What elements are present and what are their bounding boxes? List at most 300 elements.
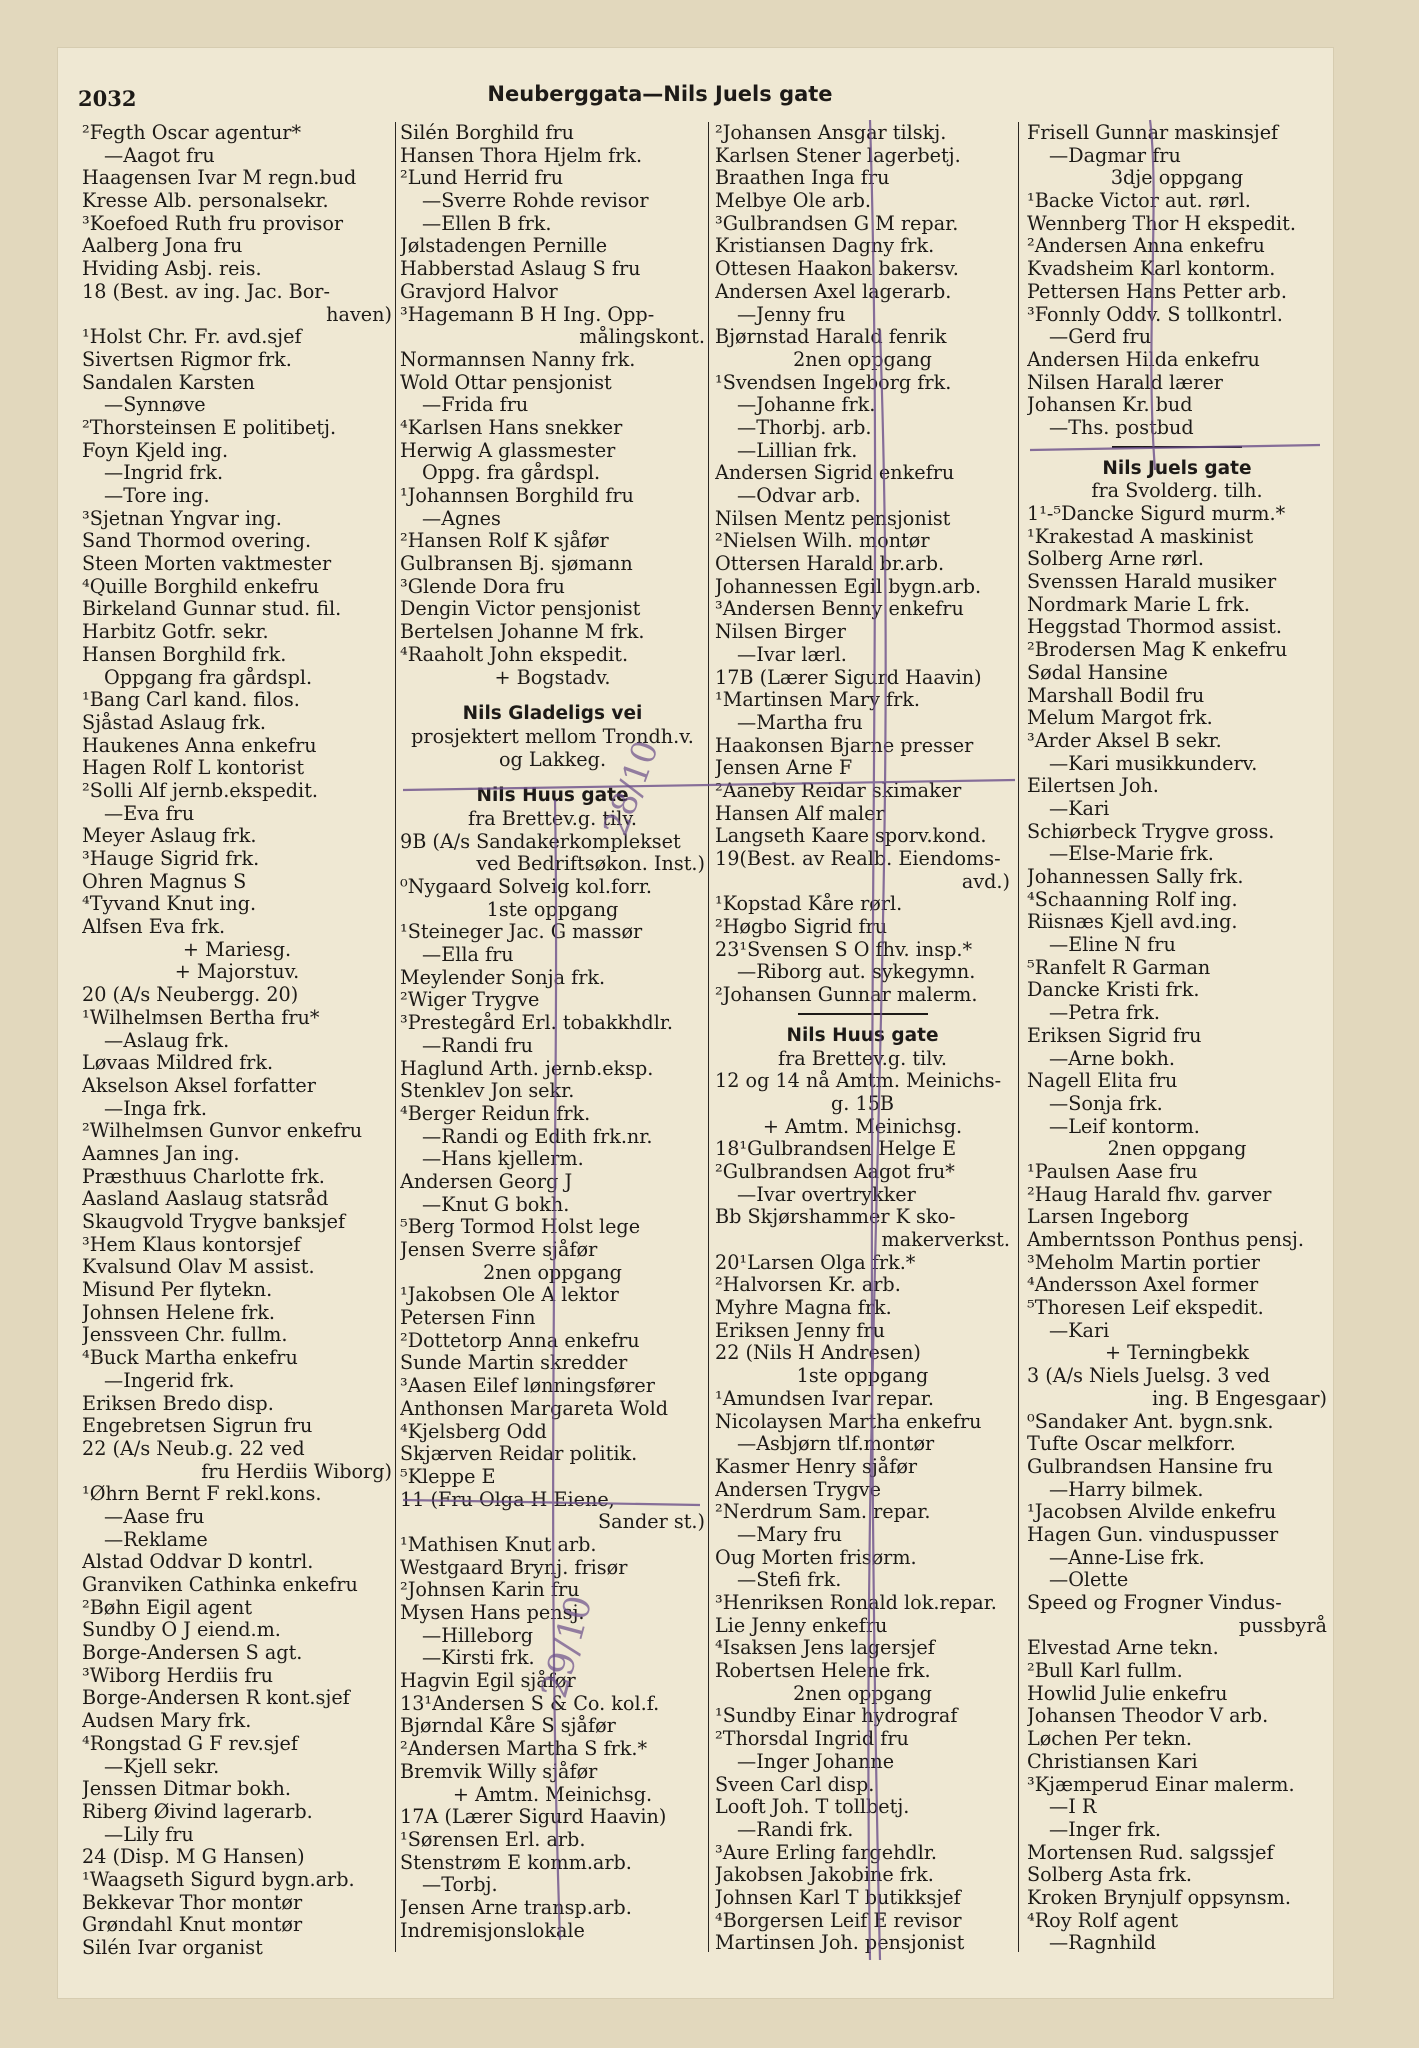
directory-entry: Elvestad Arne tekn. xyxy=(1027,1637,1219,1660)
directory-entry: Haagensen Ivar M regn.bud xyxy=(82,167,357,190)
page-number: 2032 xyxy=(78,86,137,111)
directory-entry: Sjåstad Aslaug frk. xyxy=(82,711,266,734)
directory-entry: Andersen Hilda enkefru xyxy=(1027,348,1260,371)
directory-entry: ²Bull Karl fullm. xyxy=(1027,1660,1183,1683)
directory-entry: Karlsen Stener lagerbetj. xyxy=(715,144,961,167)
directory-entry: —Inger frk. xyxy=(1049,1818,1162,1841)
directory-entry: ²Lund Herrid fru xyxy=(400,167,564,190)
directory-entry: ved Bedriftsøkon. Inst.) xyxy=(476,853,705,876)
directory-entry: —Aslaug frk. xyxy=(104,1029,230,1052)
directory-entry: Kasmer Henry sjåfør xyxy=(715,1455,918,1478)
directory-entry: Braathen Inga fru xyxy=(715,167,890,190)
directory-entry: —Ingrid frk. xyxy=(104,462,224,485)
directory-entry: —Ingerid frk. xyxy=(104,1369,235,1392)
directory-entry: ¹Wilhelmsen Bertha fru* xyxy=(82,1006,320,1029)
directory-entry: ³Kjæmperud Einar malerm. xyxy=(1027,1773,1295,1796)
directory-entry: Engebretsen Sigrun fru xyxy=(82,1415,313,1438)
directory-entry: —Hans kjellerm. xyxy=(422,1148,584,1171)
directory-entry: Hagvin Egil sjåfør xyxy=(400,1670,576,1693)
directory-entry: —Ivar lærl. xyxy=(737,643,847,666)
directory-entry: ¹Waagseth Sigurd bygn.arb. xyxy=(82,1868,355,1891)
directory-entry: Steen Morten vaktmester xyxy=(82,553,332,576)
directory-entry: Langseth Kaare sporv.kond. xyxy=(715,825,987,848)
directory-entry: Gulbransen Bj. sjømann xyxy=(400,553,633,576)
directory-entry: 9B (A/s Sandakerkomplekset xyxy=(400,830,681,853)
directory-entry: Granviken Cathinka enkefru xyxy=(82,1574,358,1596)
column-1 xyxy=(82,122,392,1960)
directory-entry: ¹Øhrn Bernt F rekl.kons. xyxy=(82,1483,322,1506)
directory-entry: ²Bøhn Eigil agent xyxy=(82,1596,253,1619)
directory-entry: Andersen Axel lagerarb. xyxy=(715,280,952,303)
directory-entry: ¹Holst Chr. Fr. avd.sjef xyxy=(82,326,302,349)
page-title: Neuberggata—Nils Juels gate xyxy=(487,82,833,106)
directory-entry: fra Svolderg. tilh. xyxy=(1091,480,1263,503)
directory-entry: pussbyrå xyxy=(1238,1614,1327,1637)
directory-entry: Solberg Asta frk. xyxy=(1027,1864,1192,1887)
directory-entry: ¹Jacobsen Alvilde enkefru xyxy=(1027,1501,1277,1524)
directory-entry: Eriksen Jenny fru xyxy=(715,1319,885,1342)
directory-entry: Foyn Kjeld ing. xyxy=(82,439,229,462)
directory-entry: Nicolaysen Martha enkefru xyxy=(715,1410,982,1433)
directory-entry: Oppg. fra gårdspl. xyxy=(422,462,601,485)
directory-entry: ⁴Isaksen Jens lagersjef xyxy=(715,1637,935,1660)
directory-entry: avd.) xyxy=(961,870,1010,893)
handwritten-date-2: 29/10 xyxy=(534,1591,601,1703)
directory-entry: Oug Morten frisørm. xyxy=(715,1546,917,1569)
directory-entry: —Riborg aut. sykegymn. xyxy=(737,961,976,984)
directory-entry: Hansen Thora Hjelm frk. xyxy=(400,144,643,167)
directory-entry: —Synnøve xyxy=(104,394,206,417)
directory-entry: ¹Krakestad A maskinist xyxy=(1027,525,1254,548)
directory-entry: —Else-Marie frk. xyxy=(1049,843,1214,866)
directory-entry: Sunde Martin skredder xyxy=(400,1352,628,1375)
directory-entry: Kristiansen Dagny frk. xyxy=(715,235,935,258)
directory-entry: ²Wilhelmsen Gunvor enkefru xyxy=(82,1120,363,1143)
directory-entry: ³Hauge Sigrid frk. xyxy=(82,848,260,870)
directory-entry: —Kari musikkunderv. xyxy=(1049,752,1258,775)
directory-entry: Skjærven Reidar politik. xyxy=(400,1443,638,1466)
directory-entry: Jenssveen Chr. fullm. xyxy=(82,1324,288,1347)
directory-entry: —Inger Johanne xyxy=(737,1750,895,1773)
directory-entry: —Aase fru xyxy=(104,1505,205,1528)
directory-entry: Sander st.) xyxy=(598,1511,705,1534)
directory-entry: —Olette xyxy=(1049,1569,1129,1592)
directory-entry: ⁵Kleppe E xyxy=(400,1465,496,1488)
directory-entry: 19(Best. av Realb. Eiendoms- xyxy=(715,848,1001,870)
directory-entry: —Inga frk. xyxy=(104,1097,207,1120)
directory-entry: Meyer Aslaug frk. xyxy=(82,825,257,848)
street-heading: Nils Gladeligs vei xyxy=(462,703,643,725)
directory-entry: Svenssen Harald musiker xyxy=(1027,571,1277,594)
directory-entry: ³Wiborg Herdiis fru xyxy=(82,1664,273,1687)
directory-entry: Bremvik Willy sjåfør xyxy=(400,1760,598,1783)
directory-entry: Alstad Oddvar D kontrl. xyxy=(82,1551,314,1574)
directory-entry: 20¹Larsen Olga frk.* xyxy=(715,1251,916,1274)
directory-entry: —Tore ing. xyxy=(104,485,210,507)
directory-entry: og Lakkeg. xyxy=(498,748,607,771)
directory-entry: 3 (A/s Niels Juelsg. 3 ved xyxy=(1027,1365,1271,1388)
directory-entry: 17B (Lærer Sigurd Haavin) xyxy=(715,666,982,689)
handwritten-date-1: 28/10 xyxy=(595,735,667,842)
directory-entry: ²Johansen Ansgar tilskj. xyxy=(715,122,947,144)
directory-entry: —Torbj. xyxy=(422,1874,498,1897)
directory-entry: Petersen Finn xyxy=(400,1307,536,1330)
directory-entry: ²Nerdrum Sam. repar. xyxy=(715,1501,931,1524)
directory-entry: Westgaard Brynj. frisør xyxy=(400,1556,628,1579)
directory-entry: målingskont. xyxy=(579,326,705,349)
directory-entry: 13¹Andersen S & Co. kol.f. xyxy=(400,1692,660,1715)
directory-entry: Jakobsen Jakobine frk. xyxy=(715,1864,934,1887)
directory-entry: Præsthuus Charlotte frk. xyxy=(82,1165,325,1188)
directory-entry: ²Solli Alf jernb.ekspedit. xyxy=(82,779,319,802)
spacer xyxy=(400,689,705,703)
directory-entry: Nordmark Marie L frk. xyxy=(1027,593,1251,616)
directory-entry: Amberntsson Ponthus pensj. xyxy=(1027,1229,1304,1251)
directory-entry: —Sonja frk. xyxy=(1049,1092,1163,1115)
directory-entry: prosjektert mellom Trondh.v. xyxy=(411,725,694,748)
directory-entry: ¹Amundsen Ivar repar. xyxy=(715,1387,934,1410)
directory-entry: —Randi frk. xyxy=(737,1818,854,1841)
column-4 xyxy=(1027,122,1327,1955)
directory-entry: ⁴Karlsen Hans snekker xyxy=(400,416,623,439)
directory-entry: fra Brettev.g. tilv. xyxy=(467,807,637,830)
directory-entry: Jølstadengen Pernille xyxy=(400,235,608,258)
directory-entry: —Aagot fru xyxy=(104,144,215,167)
directory-entry: —Ths. postbud xyxy=(1049,416,1194,439)
directory-entry: ⁰Nygaard Solveig kol.forr. xyxy=(400,876,652,898)
directory-entry: Anthonsen Margareta Wold xyxy=(400,1397,668,1420)
column-2 xyxy=(400,122,705,1942)
directory-entry: Nilsen Birger xyxy=(715,621,846,644)
directory-entry: Alfsen Eva frk. xyxy=(82,916,226,939)
directory-entry: —Odvar arb. xyxy=(737,485,861,507)
directory-entry: —Harry bilmek. xyxy=(1049,1478,1204,1501)
directory-entry: Silén Borghild fru xyxy=(400,122,574,144)
directory-entry: Jensen Sverre sjåfør xyxy=(400,1239,598,1261)
directory-entry: + Bogstadv. xyxy=(494,666,611,689)
directory-entry: Johannessen Sally frk. xyxy=(1027,866,1244,888)
directory-entry: Audsen Mary frk. xyxy=(82,1710,252,1733)
directory-entry: —Sverre Rohde revisor xyxy=(422,190,649,213)
directory-entry: Wold Ottar pensjonist xyxy=(400,371,612,394)
directory-entry: —Gerd fru xyxy=(1049,326,1152,349)
directory-entry: Oppgang fra gårdspl. xyxy=(104,666,313,689)
directory-entry: ¹Paulsen Aase fru xyxy=(1027,1160,1198,1183)
directory-entry: Solberg Arne rørl. xyxy=(1027,548,1204,571)
directory-entry: Bjørnstad Harald fenrik xyxy=(715,326,947,349)
directory-entry: 1ste oppgang xyxy=(796,1365,929,1388)
directory-entry: Sveen Carl disp. xyxy=(715,1773,875,1796)
directory-entry: —Ella fru xyxy=(422,944,514,967)
directory-entry: ⁴Roy Rolf agent xyxy=(1027,1909,1179,1932)
directory-entry: 18 (Best. av ing. Jac. Bor- xyxy=(82,280,330,303)
directory-entry: ¹Svendsen Ingeborg frk. xyxy=(715,371,952,394)
directory-entry: 1¹-⁵Dancke Sigurd murm.* xyxy=(1027,503,1286,525)
directory-entry: ²Wiger Trygve xyxy=(400,989,540,1012)
directory-entry: Andersen Trygve xyxy=(715,1478,881,1501)
directory-entry: —Ragnhild xyxy=(1049,1932,1157,1955)
directory-entry: ³Glende Dora fru xyxy=(400,575,565,598)
directory-entry: Riberg Øivind lagerarb. xyxy=(82,1800,313,1823)
directory-entry: ³Prestegård Erl. tobakkhdlr. xyxy=(400,1012,674,1035)
directory-entry: Akselson Aksel forfatter xyxy=(82,1074,316,1097)
directory-entry: Johansen Kr. bud xyxy=(1027,394,1193,417)
directory-entry: Lie Jenny enkefru xyxy=(715,1614,888,1637)
directory-entry: ¹Sørensen Erl. arb. xyxy=(400,1828,586,1851)
directory-entry: Tufte Oscar melkforr. xyxy=(1027,1433,1236,1456)
directory-entry: + Mariesg. xyxy=(182,938,292,961)
directory-entry: Martinsen Joh. pensjonist xyxy=(715,1932,965,1955)
directory-entry: 18¹Gulbrandsen Helge E xyxy=(715,1138,957,1161)
directory-entry: Johnsen Helene frk. xyxy=(82,1301,276,1324)
section-rule xyxy=(798,1013,928,1017)
directory-entry: Larsen Ingeborg xyxy=(1027,1206,1189,1229)
directory-entry: Robertsen Helene frk. xyxy=(715,1660,931,1683)
directory-entry: ¹Johannsen Borghild fru xyxy=(400,485,634,507)
directory-entry: Habberstad Aslaug S fru xyxy=(400,258,641,281)
directory-entry: 22 (Nils H Andresen) xyxy=(715,1342,921,1365)
directory-entry: 11 (Fru Olga H Eiene, xyxy=(400,1488,615,1511)
directory-entry: Dengin Victor pensjonist xyxy=(400,598,641,621)
column-divider xyxy=(395,122,396,1952)
directory-entry: 2nen oppgang xyxy=(1107,1138,1247,1161)
section-rule xyxy=(1112,446,1242,450)
directory-entry: Sundby O J eiend.m. xyxy=(82,1619,281,1642)
directory-entry: haven) xyxy=(326,303,392,326)
directory-entry: Christiansen Kari xyxy=(1027,1750,1198,1773)
directory-entry: ¹Martinsen Mary frk. xyxy=(715,689,921,712)
directory-entry: —Kari xyxy=(1049,1319,1110,1342)
directory-entry: Borge-Andersen R kont.sjef xyxy=(82,1687,350,1710)
directory-entry: ⁴Andersson Axel former xyxy=(1027,1274,1259,1297)
directory-entry: ²Høgbo Sigrid fru xyxy=(715,916,888,939)
directory-entry: ⁴Schaanning Rolf ing. xyxy=(1027,888,1238,911)
directory-entry: 20 (A/s Neubergg. 20) xyxy=(82,984,299,1007)
directory-entry: ing. B Engesgaar) xyxy=(1152,1387,1327,1410)
column-divider xyxy=(708,122,709,1952)
directory-entry: Melbye Ole arb. xyxy=(715,190,872,213)
directory-entry: —Stefi frk. xyxy=(737,1569,842,1592)
directory-entry: ¹Steineger Jac. G massør xyxy=(400,921,643,944)
directory-entry: Looft Joh. T tollbetj. xyxy=(715,1796,910,1819)
directory-entry: Løchen Per tekn. xyxy=(1027,1728,1193,1751)
directory-entry: Nagell Elita fru xyxy=(1027,1070,1178,1093)
directory-entry: Heggstad Thormod assist. xyxy=(1027,616,1282,639)
directory-entry: —Randi fru xyxy=(422,1034,534,1057)
directory-entry: 24 (Disp. M G Hansen) xyxy=(82,1846,305,1869)
directory-entry: —Hilleborg xyxy=(422,1624,533,1647)
directory-entry: Sødal Hansine xyxy=(1027,661,1168,684)
directory-entry: 2nen oppgang xyxy=(793,1682,932,1705)
directory-entry: Aalberg Jona fru xyxy=(82,235,243,258)
directory-entry: ⁵Berg Tormod Holst lege xyxy=(400,1216,641,1239)
directory-entry: ⁵Thoresen Leif ekspedit. xyxy=(1027,1297,1264,1320)
directory-entry: —Martha fru xyxy=(737,711,863,734)
directory-entry: Johnsen Karl T butikksjef xyxy=(715,1886,961,1909)
directory-entry: ²Andersen Martha S frk.* xyxy=(400,1738,648,1761)
directory-entry: Speed og Frogner Vindus- xyxy=(1027,1592,1282,1614)
directory-entry: ⁴Borgersen Leif E revisor xyxy=(715,1909,962,1932)
directory-entry: Jenssen Ditmar bokh. xyxy=(82,1778,291,1801)
directory-entry: Haukenes Anna enkefru xyxy=(82,734,317,757)
directory-entry: Nilsen Mentz pensjonist xyxy=(715,507,951,530)
directory-entry: Gravjord Halvor xyxy=(400,280,558,303)
directory-entry: Johansen Theodor V arb. xyxy=(1027,1705,1269,1728)
directory-entry: 3dje oppgang xyxy=(1110,167,1244,190)
directory-entry: ³Gulbrandsen G M repar. xyxy=(715,212,959,235)
directory-entry: Jensen Arne F xyxy=(715,757,853,780)
directory-entry: Birkeland Gunnar stud. fil. xyxy=(82,598,342,621)
directory-entry: ²Nielsen Wilh. montør xyxy=(715,530,930,553)
directory-entry: ³Arder Aksel B sekr. xyxy=(1027,729,1222,752)
directory-entry: 2nen oppgang xyxy=(483,1261,622,1284)
directory-entry: —Kari xyxy=(1049,797,1110,820)
directory-entry: ¹Backe Victor aut. rørl. xyxy=(1027,190,1251,213)
directory-entry: Mortensen Rud. salgssjef xyxy=(1027,1841,1274,1864)
directory-entry: —Jenny fru xyxy=(737,303,846,326)
directory-entry: ⁴Quille Borghild enkefru xyxy=(82,575,320,598)
directory-entry: ¹Kopstad Kåre rørl. xyxy=(715,893,903,916)
directory-entry: —Knut G bokh. xyxy=(422,1193,570,1216)
directory-entry: + Terningbekk xyxy=(1104,1342,1250,1365)
directory-entry: Eilertsen Joh. xyxy=(1027,775,1159,798)
directory-entry: Herwig A glassmester xyxy=(400,439,616,462)
directory-entry: ³Sjetnan Yngvar ing. xyxy=(82,507,282,530)
directory-entry: fra Brettev.g. tilv. xyxy=(777,1047,947,1070)
directory-entry: Mysen Hans pensj. xyxy=(400,1602,585,1624)
directory-entry: Misund Per flytekn. xyxy=(82,1279,273,1302)
directory-entry: ⁵Ranfelt R Garman xyxy=(1027,956,1211,979)
directory-entry: —Kirsti frk. xyxy=(422,1647,535,1670)
directory-entry: Indremisjonslokale xyxy=(400,1919,585,1942)
directory-entry: —Mary fru xyxy=(737,1523,843,1546)
directory-entry: ²Dottetorp Anna enkefru xyxy=(400,1329,640,1352)
directory-entry: ²Gulbrandsen Aagot fru* xyxy=(715,1160,955,1183)
directory-entry: —Thorbj. arb. xyxy=(737,416,872,439)
directory-entry: —Eline N fru xyxy=(1049,934,1176,957)
directory-entry: Kresse Alb. personalsekr. xyxy=(82,190,329,213)
directory-entry: Marshall Bodil fru xyxy=(1027,684,1205,707)
directory-entry: g. 15B xyxy=(831,1092,894,1115)
directory-entry: Hansen Alf maler xyxy=(715,802,885,825)
directory-entry: Sivertsen Rigmor frk. xyxy=(82,348,292,371)
directory-entry: Stenklev Jon sekr. xyxy=(400,1080,575,1103)
directory-entry: ⁴Rongstad G F rev.sjef xyxy=(82,1732,298,1755)
directory-entry: —Asbjørn tlf.montør xyxy=(737,1433,935,1456)
directory-entry: ³Hem Klaus kontorsjef xyxy=(82,1233,301,1256)
spacer xyxy=(400,771,705,785)
directory-entry: ³Andersen Benny enkefru xyxy=(715,598,964,621)
directory-entry: —Kjell sekr. xyxy=(104,1755,220,1778)
directory-entry: Pettersen Hans Petter arb. xyxy=(1027,280,1287,303)
directory-entry: Løvaas Mildred frk. xyxy=(82,1052,274,1075)
directory-entry: Aasland Aaslaug statsråd xyxy=(82,1188,329,1211)
directory-entry: ⁴Tyvand Knut ing. xyxy=(82,893,257,916)
directory-entry: Kvadsheim Karl kontorm. xyxy=(1027,258,1276,281)
directory-entry: + Amtm. Meinichsg. xyxy=(762,1115,963,1138)
directory-entry: ²Hansen Rolf K sjåfør xyxy=(400,530,609,553)
directory-entry: —Reklame xyxy=(104,1528,208,1551)
directory-entry: —Petra frk. xyxy=(1049,1002,1161,1025)
directory-entry: ¹Jakobsen Ole A lektor xyxy=(400,1284,619,1307)
street-heading: Nils Juels gate xyxy=(1102,457,1252,479)
directory-entry: Silén Ivar organist xyxy=(82,1937,263,1959)
directory-entry: Gulbrandsen Hansine fru xyxy=(1027,1455,1273,1478)
directory-entry: Skaugvold Trygve banksjef xyxy=(82,1211,346,1233)
directory-entry: —Anne-Lise frk. xyxy=(1049,1546,1205,1569)
directory-entry: ²Johnsen Karin fru xyxy=(400,1579,580,1602)
directory-entry: —Johanne frk. xyxy=(737,394,876,417)
street-heading: Nils Huus gate xyxy=(476,785,629,807)
directory-entry: 2nen oppgang xyxy=(793,348,932,371)
directory-entry: ³Meholm Martin portier xyxy=(1027,1251,1260,1274)
directory-entry: ²Johansen Gunnar malerm. xyxy=(715,984,978,1007)
directory-entry: 23¹Svensen S O fhv. insp.* xyxy=(715,938,973,961)
directory-entry: Bb Skjørshammer K sko- xyxy=(715,1206,956,1229)
directory-entry: ²Aaneby Reidar skimaker xyxy=(715,779,962,802)
directory-entry: Bertelsen Johanne M frk. xyxy=(400,621,645,644)
directory-entry: Hagen Rolf L kontorist xyxy=(82,757,305,780)
directory-entry: 22 (A/s Neub.g. 22 ved xyxy=(82,1437,305,1460)
directory-entry: Andersen Georg J xyxy=(400,1170,573,1193)
directory-entry: Harbitz Gotfr. sekr. xyxy=(82,621,269,644)
directory-entry: Normannsen Nanny frk. xyxy=(400,348,636,371)
directory-entry: 17A (Lærer Sigurd Haavin) xyxy=(400,1806,667,1829)
directory-entry: —Eva fru xyxy=(104,802,195,825)
directory-entry: ³Aasen Eilef lønningsfører xyxy=(400,1375,655,1398)
directory-entry: makerverkst. xyxy=(881,1229,1010,1251)
directory-entry: ²Andersen Anna enkefru xyxy=(1027,235,1265,258)
directory-entry: —Ellen B frk. xyxy=(422,212,552,235)
directory-entry: Ottesen Haakon bakersv. xyxy=(715,258,959,281)
directory-entry: Eriksen Sigrid fru xyxy=(1027,1024,1202,1047)
directory-entry: ³Henriksen Ronald lok.repar. xyxy=(715,1592,997,1614)
directory-entry: —Ivar overtrykker xyxy=(737,1183,916,1206)
directory-entry: Schiørbeck Trygve gross. xyxy=(1027,820,1275,843)
directory-entry: —Lillian frk. xyxy=(737,439,858,462)
directory-entry: Bekkevar Thor montør xyxy=(82,1891,303,1914)
directory-entry: —Leif kontorm. xyxy=(1049,1115,1200,1138)
directory-entry: —Frida fru xyxy=(422,394,529,417)
directory-entry: ¹Bang Carl kand. filos. xyxy=(82,689,300,712)
directory-entry: ²Thorsteinsen E politibetj. xyxy=(82,416,337,439)
directory-entry: ²Brodersen Mag K enkefru xyxy=(1027,639,1288,662)
directory-entry: Jensen Arne transp.arb. xyxy=(400,1896,632,1919)
directory-entry: fru Herdiis Wiborg) xyxy=(201,1460,392,1483)
directory-entry: ³Fonnly Oddv. S tollkontrl. xyxy=(1027,303,1283,326)
directory-entry: ²Halvorsen Kr. arb. xyxy=(715,1274,901,1297)
directory-entry: Hansen Borghild frk. xyxy=(82,643,287,666)
directory-entry: Hviding Asbj. reis. xyxy=(82,258,262,281)
directory-entry: Kvalsund Olav M assist. xyxy=(82,1256,315,1279)
directory-entry: Aamnes Jan ing. xyxy=(82,1142,240,1165)
directory-entry: —Lily fru xyxy=(104,1823,194,1846)
directory-entry: Myhre Magna frk. xyxy=(715,1297,892,1320)
directory-entry: Ottersen Harald br.arb. xyxy=(715,553,945,576)
directory-entry: ¹Sundby Einar hydrograf xyxy=(715,1705,958,1728)
directory-entry: Sand Thormod overing. xyxy=(82,530,312,553)
directory-entry: Bjørndal Kåre S sjåfør xyxy=(400,1715,616,1738)
directory-entry: ²Haug Harald fhv. garver xyxy=(1027,1183,1272,1206)
directory-entry: ³Hagemann B H Ing. Opp- xyxy=(400,303,655,326)
directory-entry: Andersen Sigrid enkefru xyxy=(715,462,955,485)
directory-entry: ⁴Berger Reidun frk. xyxy=(400,1102,591,1125)
directory-entry: + Majorstuv. xyxy=(174,961,300,984)
directory-entry: —Agnes xyxy=(422,507,501,530)
directory-entry: —Randi og Edith frk.nr. xyxy=(422,1125,653,1148)
directory-entry: ³Koefoed Ruth fru provisor xyxy=(82,212,344,235)
directory-entry: Kroken Brynjulf oppsynsm. xyxy=(1027,1886,1291,1909)
